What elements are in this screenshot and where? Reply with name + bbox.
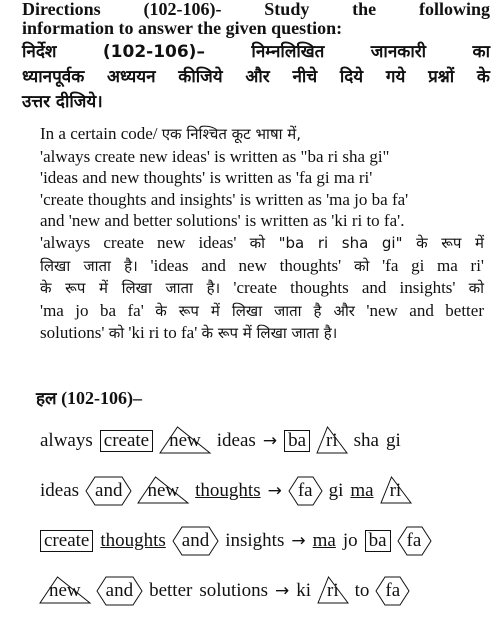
hindi-directions-line-2: ध्यानपूर्वक अध्ययन कीजिये और नीचे दिये गये प्रश्नों के bbox=[22, 67, 490, 87]
code-word: ki bbox=[296, 580, 312, 601]
directions-line-1 bbox=[22, 0, 490, 19]
code-word: always bbox=[40, 430, 93, 451]
problem-text-hindi: को bbox=[468, 279, 485, 298]
problem-text: 'fa gi ma ri' bbox=[382, 255, 484, 275]
code-word: jo bbox=[342, 530, 358, 551]
hindi-directions-line-1: निर्देश (102-106)– निम्नलिखित जानकारी का bbox=[22, 42, 490, 62]
code-statement-3: 'create thoughts and insights' is written as 'ma jo ba fa' bbox=[40, 189, 409, 209]
code-word: insights bbox=[225, 530, 285, 551]
diamond-marked-word bbox=[289, 476, 322, 506]
boxed-word: create bbox=[40, 530, 93, 552]
code-statement-2: 'ideas and new thoughts' is written as 'fa gi ma ri' bbox=[40, 168, 373, 188]
problem-text-hindi: के रूप में लिखा जाता है। bbox=[201, 324, 338, 343]
solution-row-2 bbox=[40, 474, 417, 508]
underlined-word: thoughts bbox=[195, 480, 261, 501]
code-word: sha bbox=[353, 430, 379, 451]
triangle-marked-word bbox=[160, 426, 210, 456]
oval-marked-word: ideas bbox=[40, 480, 80, 501]
code-word: new bbox=[49, 580, 81, 601]
oval-marked-word: gi bbox=[385, 430, 401, 451]
solution-title-range: (102-106)– bbox=[61, 388, 143, 408]
arrow-icon: → bbox=[274, 581, 290, 601]
triangle-marked-word bbox=[381, 476, 411, 506]
code-word: new bbox=[147, 480, 180, 501]
problem-text-hindi: को "ba ri sha gi" के रूप में bbox=[249, 233, 485, 252]
problem-text: 'new and better bbox=[366, 300, 484, 320]
code-word: fa bbox=[297, 480, 313, 501]
problem-text-hindi: को bbox=[353, 256, 370, 275]
problem-text: 'ideas and new thoughts' bbox=[150, 255, 342, 275]
problem-text: 'ma jo ba fa' bbox=[40, 300, 144, 320]
solution-heading bbox=[36, 386, 142, 409]
diamond-marked-word bbox=[398, 526, 431, 556]
solution-row-3 bbox=[40, 524, 437, 558]
code-word: ri bbox=[327, 580, 339, 601]
code-word: and bbox=[95, 480, 123, 501]
code-word: and bbox=[181, 530, 210, 551]
problem-text: 'ki ri to fa' bbox=[128, 323, 198, 343]
solution-row-1 bbox=[40, 424, 408, 458]
code-statement-4: and 'new and better solutions' is written as 'ki ri to fa'. bbox=[40, 211, 405, 231]
oval-marked-word: gi bbox=[328, 480, 344, 501]
problem-text-hindi: के रूप में लिखा जाता है और bbox=[155, 301, 355, 320]
problem-text-hindi: के रूप में लिखा जाता है। bbox=[40, 279, 221, 298]
directions-word: the bbox=[352, 0, 377, 19]
triangle-marked-word bbox=[40, 576, 90, 606]
problem-text: solutions' bbox=[40, 323, 105, 343]
boxed-word: create bbox=[100, 430, 153, 452]
code-word: ri bbox=[326, 430, 338, 451]
problem-text: 'create thoughts and insights' bbox=[233, 278, 456, 298]
underlined-word: ma bbox=[350, 480, 374, 501]
directions-word: Study bbox=[264, 0, 310, 19]
underlined-word: thoughts bbox=[100, 530, 166, 551]
solution-title-hindi: हल bbox=[36, 389, 57, 409]
problem-line bbox=[40, 232, 484, 255]
solution-row-4 bbox=[40, 574, 416, 608]
triangle-marked-word bbox=[317, 426, 347, 456]
boxed-word: ba bbox=[284, 430, 310, 452]
arrow-icon: → bbox=[262, 431, 278, 451]
problem-text-hindi: को bbox=[108, 324, 125, 343]
code-word: fa bbox=[385, 580, 401, 601]
diamond-marked-word bbox=[376, 576, 409, 606]
arrow-icon: → bbox=[291, 531, 306, 551]
directions-line-2: information to answer the given question: bbox=[22, 18, 343, 38]
code-word: ri bbox=[389, 480, 402, 501]
code-word: and bbox=[105, 580, 134, 601]
directions-hindi bbox=[0, 40, 496, 115]
code-word: solutions bbox=[199, 580, 268, 601]
problem-statement bbox=[0, 123, 496, 345]
problem-text: In a certain code/ bbox=[40, 124, 158, 143]
directions-word: (102-106)- bbox=[143, 0, 222, 19]
code-word: fa bbox=[406, 530, 422, 551]
directions-english bbox=[0, 0, 496, 38]
problem-line bbox=[40, 322, 484, 345]
boxed-word: ba bbox=[365, 530, 391, 552]
code-word: better bbox=[149, 580, 193, 601]
problem-line bbox=[40, 255, 484, 278]
triangle-marked-word bbox=[318, 576, 348, 606]
underlined-word: ma bbox=[312, 530, 336, 551]
problem-line bbox=[40, 277, 484, 300]
directions-word: Directions bbox=[22, 0, 101, 19]
problem-line bbox=[40, 300, 484, 323]
diamond-marked-word bbox=[173, 526, 218, 556]
problem-text: 'always create new ideas' bbox=[40, 232, 237, 252]
problem-line bbox=[40, 123, 484, 146]
hindi-directions-line-3: उत्तर दीजिये। bbox=[22, 92, 103, 112]
triangle-marked-word bbox=[138, 476, 188, 506]
problem-text-hindi: एक निश्चित कूट भाषा में, bbox=[161, 125, 302, 143]
diamond-marked-word bbox=[86, 476, 131, 506]
directions-word: following bbox=[418, 0, 490, 19]
code-word: new bbox=[169, 430, 201, 451]
arrow-icon: → bbox=[267, 481, 282, 501]
problem-text-hindi: लिखा जाता है। bbox=[40, 256, 138, 275]
oval-marked-word: ideas bbox=[216, 430, 256, 451]
code-word: to bbox=[354, 580, 370, 601]
code-statement-1: 'always create new ideas' is written as "ba ri sha gi" bbox=[40, 146, 390, 166]
diamond-marked-word bbox=[97, 576, 142, 606]
